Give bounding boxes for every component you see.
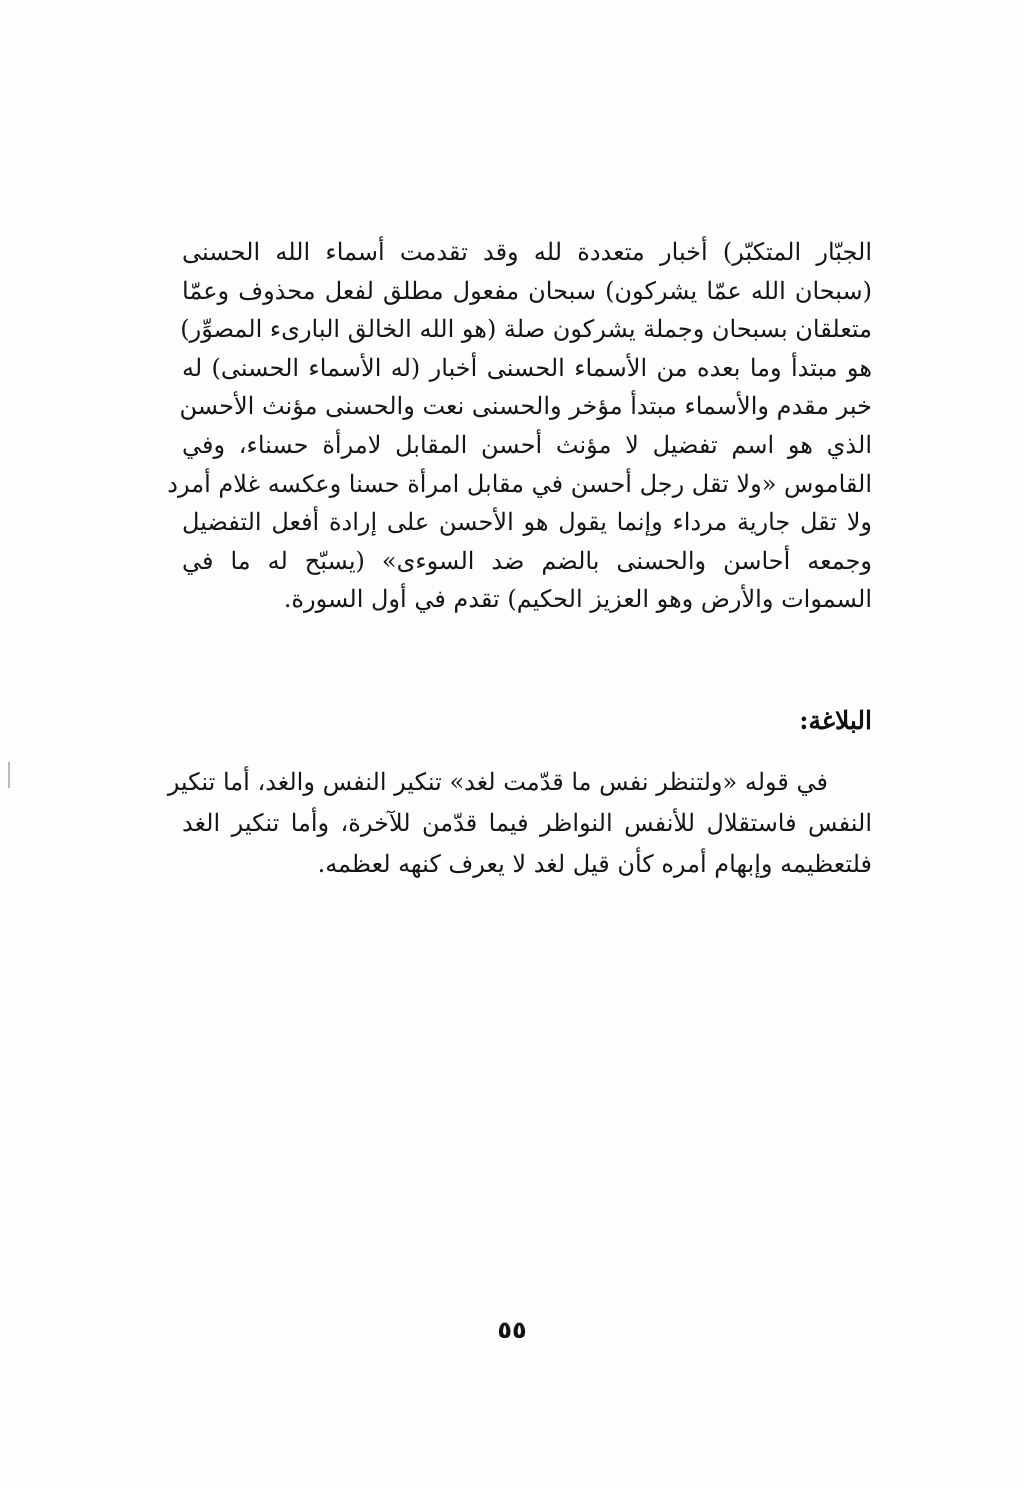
- text-line: الذي هو اسم تفضيل لا مؤنث أحسن المقابل لامرأة حسناء، وفي: [182, 430, 872, 459]
- section-heading: البلاغة:: [799, 706, 872, 735]
- text-line: خبر مقدم والأسماء مبتدأ مؤخر والحسنى نعت والحسنى مؤنث الأحسن: [179, 392, 872, 421]
- text-line: القاموس «ولا تقل رجل أحسن في مقابل امرأة حسنا وعكسه غلام أمرد: [167, 469, 872, 498]
- text-line: ولا تقل جارية مرداء وإنما يقول هو الأحسن على إرادة أفعل التفضيل: [182, 508, 872, 537]
- scan-edge-mark: [8, 762, 10, 788]
- page-number: ٥٥: [497, 1316, 527, 1344]
- body-paragraph-1: [167, 233, 872, 619]
- text-line: السموات والأرض وهو العزيز الحكيم) تقدم في أول السورة.: [283, 585, 872, 614]
- text-line: النفس فاستقلال للأنفس النواظر فيما قدّمن للآخرة، وأما تنكير الغد: [182, 809, 872, 837]
- text-line: الجبّار المتكبّر) أخبار متعددة لله وقد تقدمت أسماء الله الحسنى: [182, 238, 872, 266]
- text-line: متعلقان بسبحان وجملة يشركون صلة (هو الله الخالق البارىء المصوِّر): [180, 315, 872, 344]
- text-line: وجمعه أحاسن والحسنى بالضم ضد السوءى» (يسبّح له ما في: [182, 546, 872, 575]
- text-line: هو مبتدأ وما بعده من الأسماء الحسنى أخبار (له الأسماء الحسنى) له: [182, 353, 872, 382]
- body-paragraph-2: [167, 762, 872, 885]
- text-line: (سبحان الله عمّا يشركون) سبحان مفعول مطلق لفعل محذوف وعمّا: [182, 276, 872, 305]
- text-line: في قوله «ولتنظر نفس ما قدّمت لغد» تنكير النفس والغد، أما تنكير: [167, 768, 828, 796]
- text-line: فلتعظيمه وإبهام أمره كأن قيل لغد لا يعرف كنهه لعظمه.: [317, 850, 872, 878]
